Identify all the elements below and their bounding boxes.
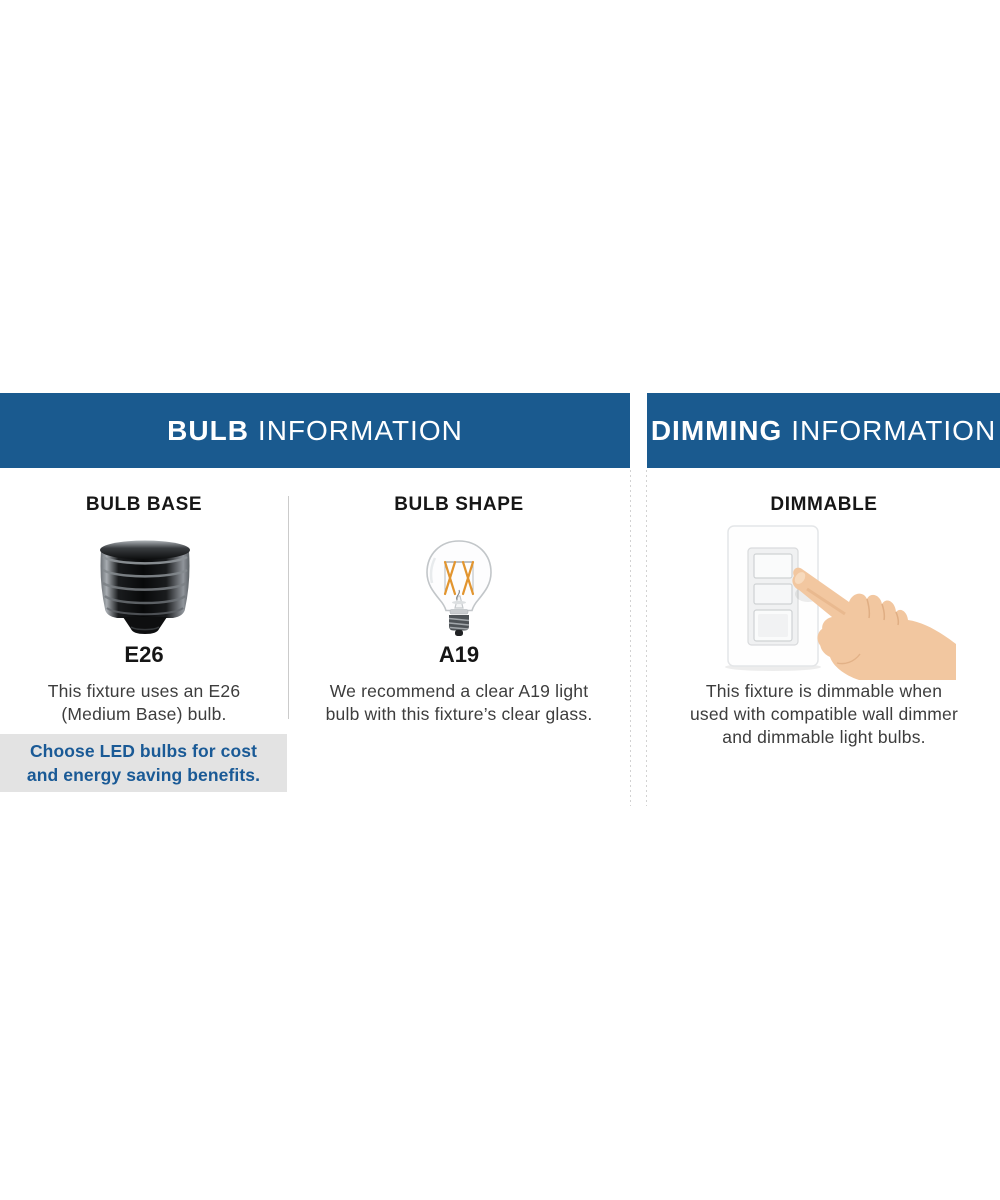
a19-bulb-illustration bbox=[413, 538, 505, 638]
tip-line: and energy saving benefits. bbox=[26, 765, 261, 785]
bulb-shape-column bbox=[288, 494, 630, 724]
description-line: bulb with this fixture’s clear glass. bbox=[325, 704, 593, 724]
section-dotted-divider-right bbox=[646, 470, 647, 806]
dimmer-switch-illustration bbox=[711, 518, 956, 680]
bulb-information-header bbox=[0, 393, 630, 468]
header-word-bold: BULB bbox=[167, 414, 249, 446]
header-word-regular: INFORMATION bbox=[257, 414, 463, 446]
dimmer-switch-hand-photo bbox=[711, 518, 956, 680]
bulb-information-header-text bbox=[167, 415, 463, 447]
dimming-information-header bbox=[647, 393, 1000, 468]
description-line: We recommend a clear A19 light bbox=[329, 681, 589, 701]
bulb-base-code: E26 bbox=[124, 642, 164, 667]
bulb-shape-description bbox=[288, 680, 630, 726]
tip-line: Choose LED bulbs for cost bbox=[29, 741, 258, 761]
header-word-bold: DIMMING bbox=[650, 414, 783, 446]
description-line: used with compatible wall dimmer bbox=[689, 704, 959, 724]
dimming-information-header-text bbox=[651, 415, 996, 447]
dimmable-title: DIMMABLE bbox=[770, 494, 878, 515]
a19-bulb-photo bbox=[413, 538, 505, 638]
bulb-base-column bbox=[0, 494, 288, 724]
header-word-regular: INFORMATION bbox=[791, 414, 997, 446]
description-line: and dimmable light bulbs. bbox=[722, 727, 926, 747]
bulb-shape-code: A19 bbox=[438, 642, 480, 667]
bulb-base-description bbox=[0, 680, 288, 726]
description-line: This fixture is dimmable when bbox=[705, 681, 943, 701]
e26-base-illustration bbox=[93, 537, 197, 641]
description-line: (Medium Base) bulb. bbox=[61, 704, 227, 724]
dimmable-column bbox=[648, 494, 1000, 747]
description-line: This fixture uses an E26 bbox=[47, 681, 241, 701]
led-tip-box bbox=[0, 734, 287, 792]
dimmable-description bbox=[648, 680, 1000, 749]
bulb-shape-title: BULB SHAPE bbox=[394, 494, 524, 515]
section-dotted-divider-left bbox=[630, 470, 631, 806]
e26-base-photo bbox=[93, 537, 197, 641]
bulb-base-title: BULB BASE bbox=[85, 494, 203, 515]
